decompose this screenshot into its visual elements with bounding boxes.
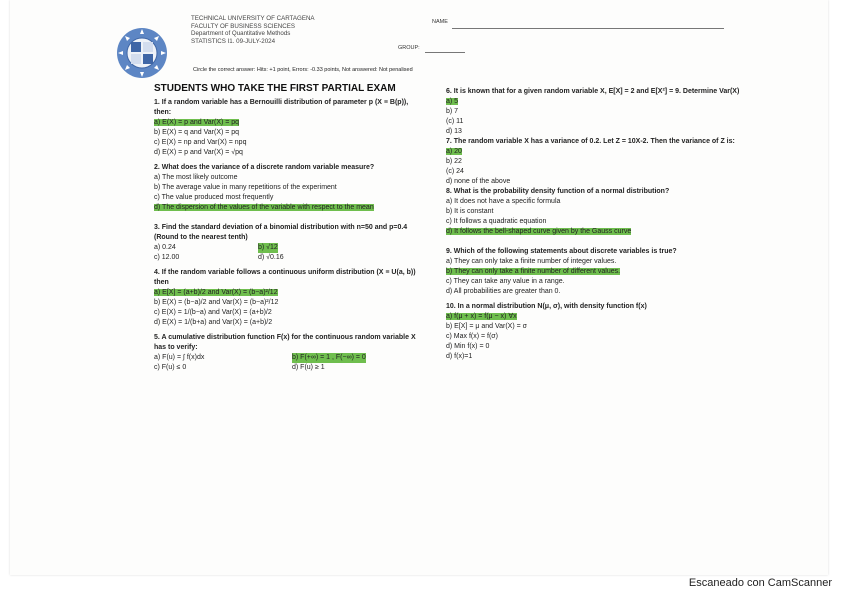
faculty-name: FACULTY OF BUSINESS SCIENCES: [191, 22, 295, 30]
q4-option-b: b) E(X) = (b−a)/2 and Var(X) = (b−a)²/12: [154, 299, 279, 306]
question-9: 9. Which of the following statements about discrete variables is true?: [446, 248, 677, 255]
q10-option-d: d) Min f(x) = 0: [446, 343, 490, 350]
q8-answer-d-highlighted: d) It follows the bell-shaped curve given by the Gauss curve: [446, 228, 632, 235]
header-block: [191, 15, 315, 45]
group-line: [425, 52, 465, 53]
university-name: TECHNICAL UNIVERSITY OF CARTAGENA: [191, 15, 315, 22]
question-8: 8. What is the probability density function of a normal distribution?: [446, 188, 670, 195]
q9-option-a: a) They can only take a finite number of integer values.: [446, 258, 617, 265]
q5-answer-b-highlighted: b) F(+∞) = 1 , F(−∞) = 0: [292, 354, 366, 361]
name-line: [452, 28, 724, 29]
q5-option-c: c) F(u) ≤ 0: [154, 364, 187, 371]
question-1: 1. If a random variable has a Bernouilli distribution of parameter p (X ≡ B(p)), then:: [154, 99, 409, 116]
question-4: 4. If the random variable follows a continuous uniform distribution (X ≡ U(a, b)) then: [154, 269, 416, 286]
q8-option-d: [446, 227, 746, 237]
q5-option-a: a) F(u) = ∫ f(x)dx: [154, 354, 205, 361]
q7-option-a: [446, 147, 746, 157]
right-column: [446, 87, 746, 362]
q6-option-b: b) 7: [446, 108, 459, 115]
question-5: 5. A cumulative distribution function F(x) for the continuous random variable X has to verify:: [154, 334, 416, 351]
q7-option-b: b) 22: [446, 158, 462, 165]
scanner-watermark: Escaneado con CamScanner: [688, 577, 832, 589]
q3-answer-b-highlighted: b) √12: [258, 244, 278, 251]
q7-option-c: (c) 24: [446, 168, 464, 175]
question-3: 3. Find the standard deviation of a binomial distribution with n=50 and p=0.4 (Round to the nearest tenth): [154, 224, 408, 241]
q7-option-d: d) none of the above: [446, 178, 511, 185]
q2-answer-d-highlighted: d) The dispersion of the values of the variable with respect to the mean: [154, 204, 374, 211]
question-2: 2. What does the variance of a discrete random variable measure?: [154, 164, 375, 171]
q10-option-c: c) Max f(x) = f(σ): [446, 333, 498, 340]
q10-option-e: d) f(x)=1: [446, 353, 473, 360]
q2-option-c: c) The value produced most frequently: [154, 194, 274, 201]
q6-answer-a-highlighted: a) 5: [446, 98, 459, 105]
q4-option-a: [154, 288, 426, 298]
q4-answer-a-highlighted: a) E[X] = (a+b)/2 and Var(X) = (b−a)²/12: [154, 289, 278, 296]
q6-option-c: (c) 11: [446, 118, 464, 125]
q3-option-c: c) 12.00: [154, 254, 180, 261]
q9-option-c: c) They can take any value in a range.: [446, 278, 565, 285]
q1-answer-a-highlighted: a) E(X) = p and Var(X) = pq: [154, 119, 240, 126]
q6-option-d: d) 13: [446, 128, 462, 135]
q10-option-a: [446, 312, 746, 322]
q8-option-c: c) It follows a quadratic equation: [446, 218, 547, 225]
q1-option-c: c) E(X) = np and Var(X) = npq: [154, 139, 247, 146]
q6-option-a: [446, 97, 746, 107]
instructions: Circle the correct answer: Hits: +1 point, Errors: -0.33 points, Not answered: Not penalised: [193, 67, 413, 73]
name-label: NAME: [432, 19, 448, 25]
question-7: 7. The random variable X has a variance of 0.2. Let Z = 10X-2. Then the variance of Z is:: [446, 138, 735, 145]
q1-option-d: d) E(X) = p and Var(X) = √pq: [154, 149, 243, 156]
q5-option-d: d) F(u) ≥ 1: [292, 364, 325, 371]
university-seal-icon: [116, 27, 168, 79]
q9-option-d: d) All probabilities are greater than 0.: [446, 288, 561, 295]
left-column: [154, 98, 426, 373]
q2-option-a: a) The most likely outcome: [154, 174, 238, 181]
q2-option-b: b) The average value in many repetitions of the experiment: [154, 184, 337, 191]
course-info: STATISTICS I1. 09-JULY-2024: [191, 37, 276, 45]
q3-option-d: d) √0.16: [258, 254, 284, 261]
q8-option-a: a) It does not have a specific formula: [446, 198, 561, 205]
q2-option-d: [154, 203, 426, 213]
q9-option-b: [446, 267, 746, 277]
q4-option-d: d) E(X) = 1/(b+a) and Var(X) = (a+b)/2: [154, 319, 273, 326]
department-name: Department of Quantitative Methods: [191, 30, 291, 38]
q9-answer-b-highlighted: b) They can only take a finite number of different values.: [446, 268, 621, 275]
q1-option-a: [154, 118, 426, 128]
q3-option-a: a) 0.24: [154, 244, 176, 251]
q10-answer-a-highlighted: a) f(μ + x) = f(μ − x) ∀x: [446, 313, 517, 320]
q8-option-b: b) It is constant: [446, 208, 494, 215]
exam-title: STUDENTS WHO TAKE THE FIRST PARTIAL EXAM: [154, 83, 396, 94]
group-label: GROUP:: [398, 45, 420, 51]
q10-option-b: b) E[X] = μ and Var(X) = σ: [446, 323, 527, 330]
q7-answer-a-highlighted: a) 20: [446, 148, 462, 155]
q4-option-c: c) E(X) = 1/(b−a) and Var(X) = (a+b)/2: [154, 309, 272, 316]
question-10: 10. In a normal distribution N(μ, σ), with density function f(x): [446, 303, 647, 310]
q1-option-b: b) E(X) = q and Var(X) = pq: [154, 129, 240, 136]
question-6: 6. It is known that for a given random variable X, E[X] = 2 and E[X²] = 9. Determine Var(X): [446, 88, 740, 95]
